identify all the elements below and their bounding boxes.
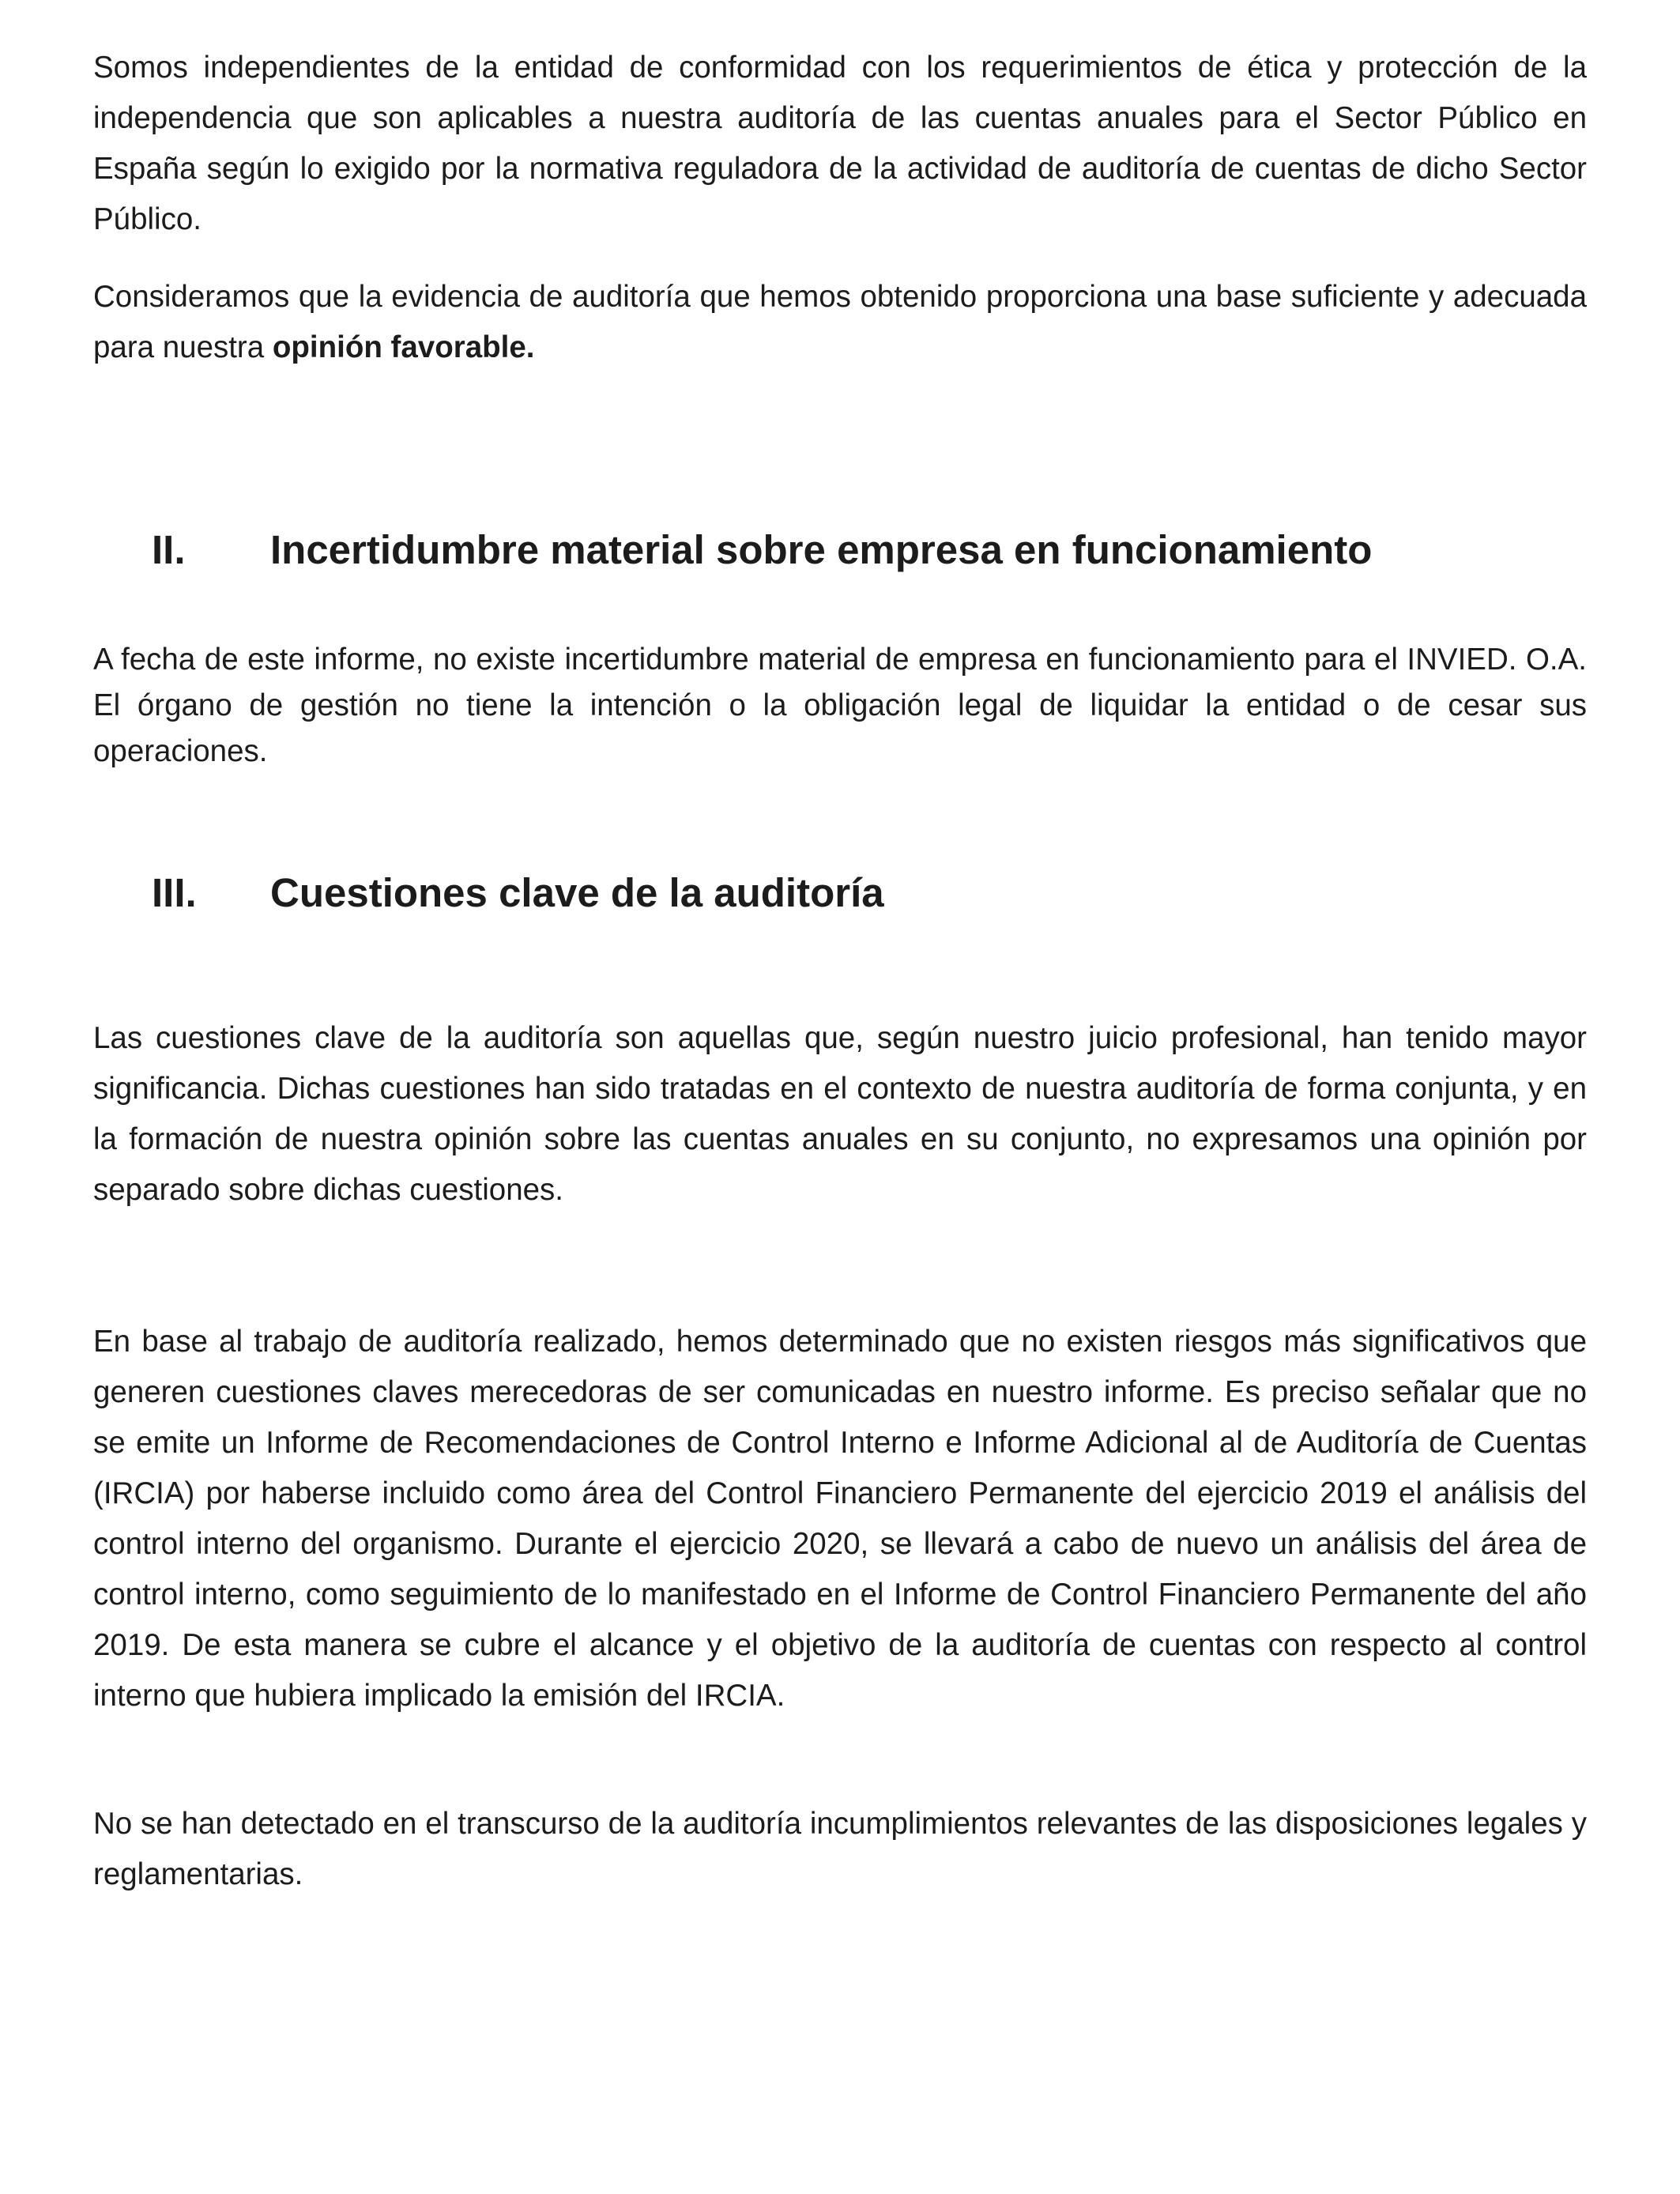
paragraph-going-concern: A fecha de este informe, no existe incertidumbre material de empresa en funcionamiento para el INVIED. O.A. El órgano de gestión no tiene la intención o la obligación legal de liquidar la entidad o de cesar sus operaciones. bbox=[93, 643, 1587, 768]
paragraph-key-matters-definition: Las cuestiones clave de la auditoría son aquellas que, según nuestro juicio profesional, han tenido mayor significancia. Dichas cuestiones han sido tratadas en el contexto de nuestra auditoría de forma conjunta, y en la formación de nuestra opinión sobre las cuentas anuales en su conjunto, no expresamos una opinión por separado sobre dichas cuestiones. bbox=[93, 1021, 1587, 1207]
paragraph-evidence-text: Consideramos que la evidencia de auditoría que hemos obtenido proporciona una base suficiente y adecuada para nuestra bbox=[93, 280, 1587, 364]
section-number: III. bbox=[152, 870, 197, 915]
section-number: II. bbox=[152, 527, 186, 572]
opinion-favorable-emphasis: opinión favorable. bbox=[272, 330, 535, 364]
paragraph-evidence bbox=[93, 272, 1587, 373]
section-title: Cuestiones clave de la auditoría bbox=[270, 870, 884, 915]
paragraph-independence: Somos independientes de la entidad de conformidad con los requerimientos de ética y protección de la independencia que son aplicables a nuestra auditoría de las cuentas anuales para el Sector Público en España según lo exigido por la normativa reguladora de la actividad de auditoría de cuentas de dicho Sector Público. bbox=[93, 51, 1587, 236]
paragraph-compliance: No se han detectado en el transcurso de la auditoría incumplimientos relevantes de las disposiciones legales y reglamentarias. bbox=[93, 1807, 1587, 1891]
section-title: Incertidumbre material sobre empresa en funcionamiento bbox=[270, 527, 1373, 572]
paragraph-key-matters-findings: En base al trabajo de auditoría realizado, hemos determinado que no existen riesgos más significativos que generen cuestiones claves merecedoras de ser comunicadas en nuestro informe. Es preciso señalar que no se emite un Informe de Recomendaciones de Control Interno e Informe Adicional al de Auditoría de Cuentas (IRCIA) por haberse incluido como área del Control Financiero Permanente del ejercicio 2019 el análisis del control interno del organismo. Durante el ejercicio 2020, se llevará a cabo de nuevo un análisis del área de control interno, como seguimiento de lo manifestado en el Informe de Control Financiero Permanente del año 2019. De esta manera se cubre el alcance y el objetivo de la auditoría de cuentas con respecto al control interno que hubiera implicado la emisión del IRCIA. bbox=[93, 1325, 1587, 1713]
section-heading-going-concern bbox=[152, 525, 1574, 575]
section-heading-key-matters bbox=[152, 868, 1574, 918]
